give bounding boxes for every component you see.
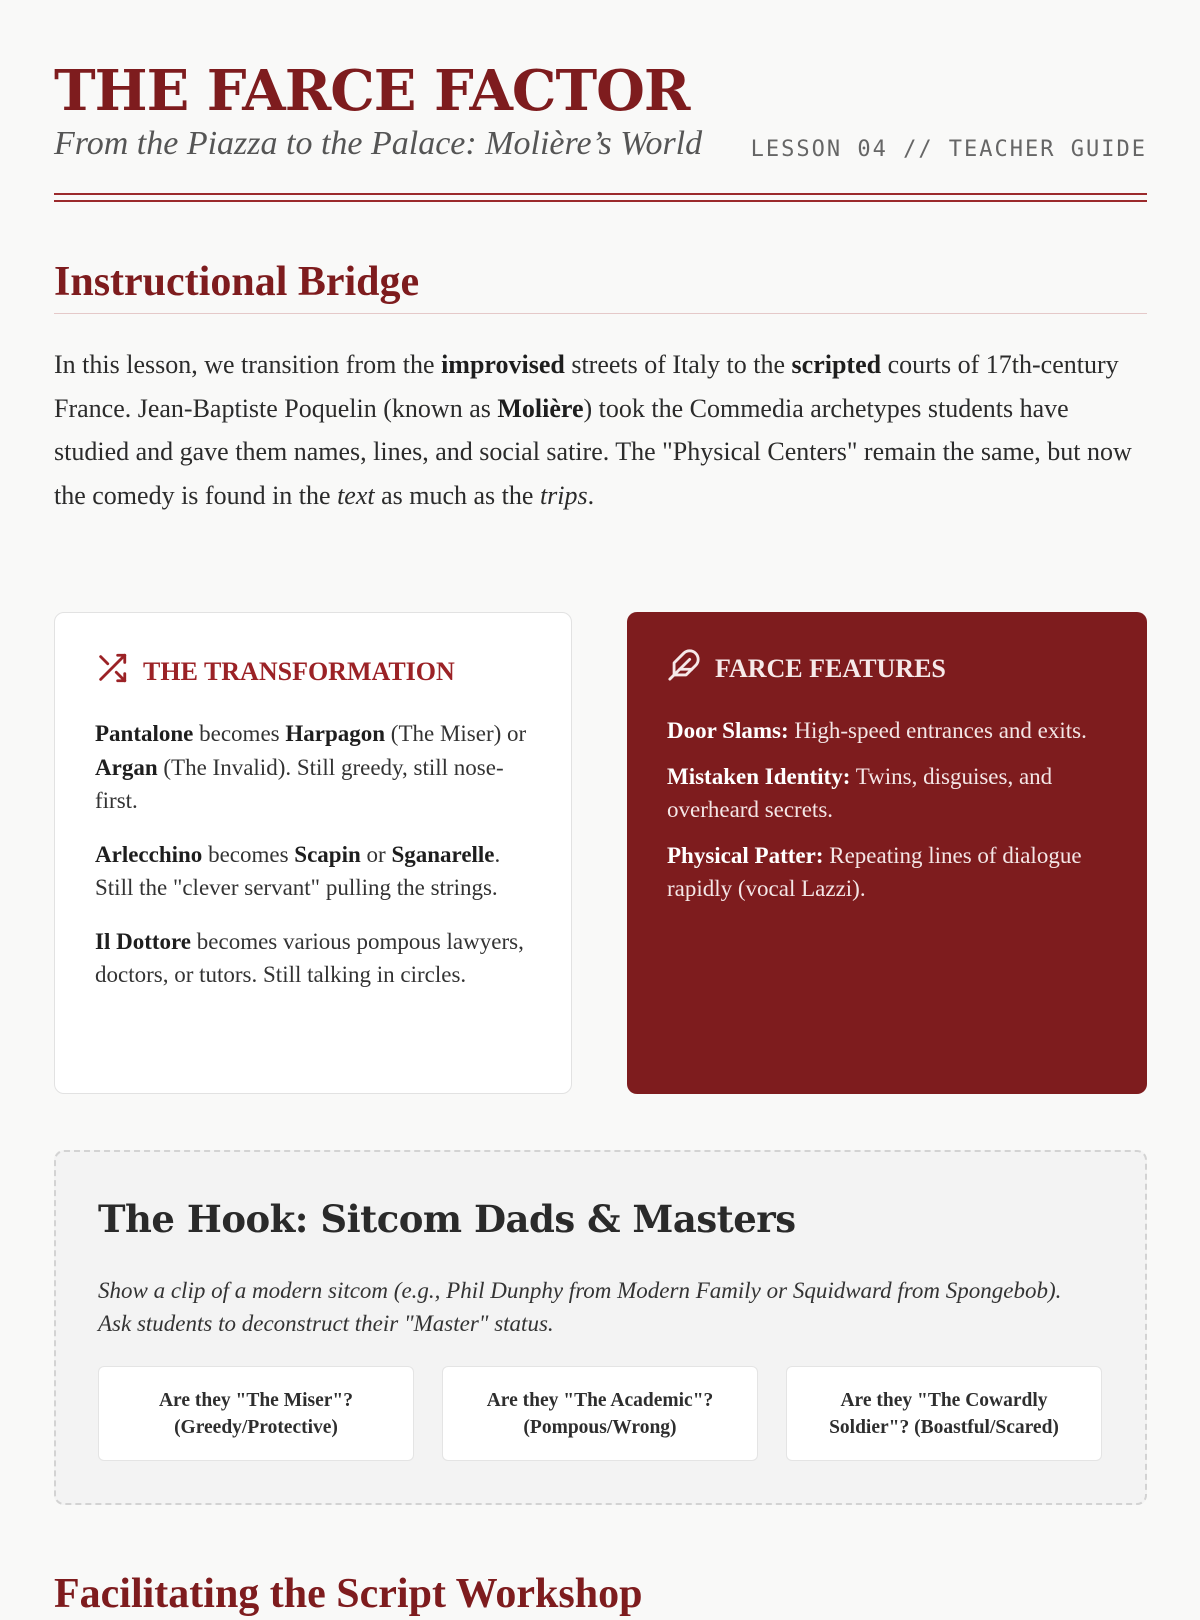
page-subtitle: From the Piazza to the Palace: Molière’s World <box>54 125 703 162</box>
feature-item: Mistaken Identity: Twins, disguises, and overheard secrets. <box>667 763 1053 822</box>
farce-features-header <box>667 648 946 689</box>
transformation-item: Arlecchino becomes Scapin or Sganarelle. Still the "clever servant" pulling the strings. <box>95 841 501 900</box>
section-divider <box>54 313 1147 314</box>
transformation-card <box>54 612 572 1094</box>
page-title: THE FARCE FACTOR <box>54 58 690 124</box>
transformation-heading: THE TRANSFORMATION <box>143 656 455 686</box>
transformation-header <box>95 651 455 692</box>
intro-paragraph: In this lesson, we transition from the improvised streets of Italy to the scripted courts of 17th-century France. Jean-Baptiste Poquelin (known as Molière) took the Commedia archetypes students have studied and gave them names, lines, and social satire. The "Physical Centers" remain the same, but now the comedy is found in the text as much as the trips. <box>54 350 1132 510</box>
section-heading-instructional-bridge: Instructional Bridge <box>54 259 420 305</box>
hook-box <box>54 1150 1147 1505</box>
farce-features-card <box>627 612 1147 1094</box>
section-heading-script-workshop: Facilitating the Script Workshop <box>54 1571 643 1617</box>
hook-prompt-card: Are they "The Cowardly Soldier"? (Boastful/Scared) <box>786 1366 1102 1461</box>
hook-prompt-card: Are they "The Academic"? (Pompous/Wrong) <box>442 1366 758 1461</box>
feature-item: Physical Patter: Repeating lines of dialogue rapidly (vocal Lazzi). <box>667 842 1082 901</box>
feature-item: Door Slams: High-speed entrances and exits. <box>667 718 1087 743</box>
farce-features-list <box>667 714 1117 918</box>
lesson-tag: LESSON 04 // TEACHER GUIDE <box>750 137 1147 162</box>
header-divider <box>54 193 1147 202</box>
transformation-list <box>95 717 535 1012</box>
hook-title: The Hook: Sitcom Dads & Masters <box>98 1197 796 1241</box>
farce-features-heading: FARCE FEATURES <box>715 653 946 683</box>
hook-description: Show a clip of a modern sitcom (e.g., Phil Dunphy from Modern Family or Squidward from Spongebob). Ask students to deconstruct their "Master" status. <box>98 1278 1062 1336</box>
transformation-item: Il Dottore becomes various pompous lawyers, doctors, or tutors. Still talking in circles. <box>95 928 524 987</box>
shuffle-icon <box>95 651 129 692</box>
transformation-item: Pantalone becomes Harpagon (The Miser) or Argan (The Invalid). Still greedy, still nose-first. <box>95 721 527 813</box>
feather-icon <box>667 648 701 689</box>
hook-prompt-card: Are they "The Miser"? (Greedy/Protective) <box>98 1366 414 1461</box>
